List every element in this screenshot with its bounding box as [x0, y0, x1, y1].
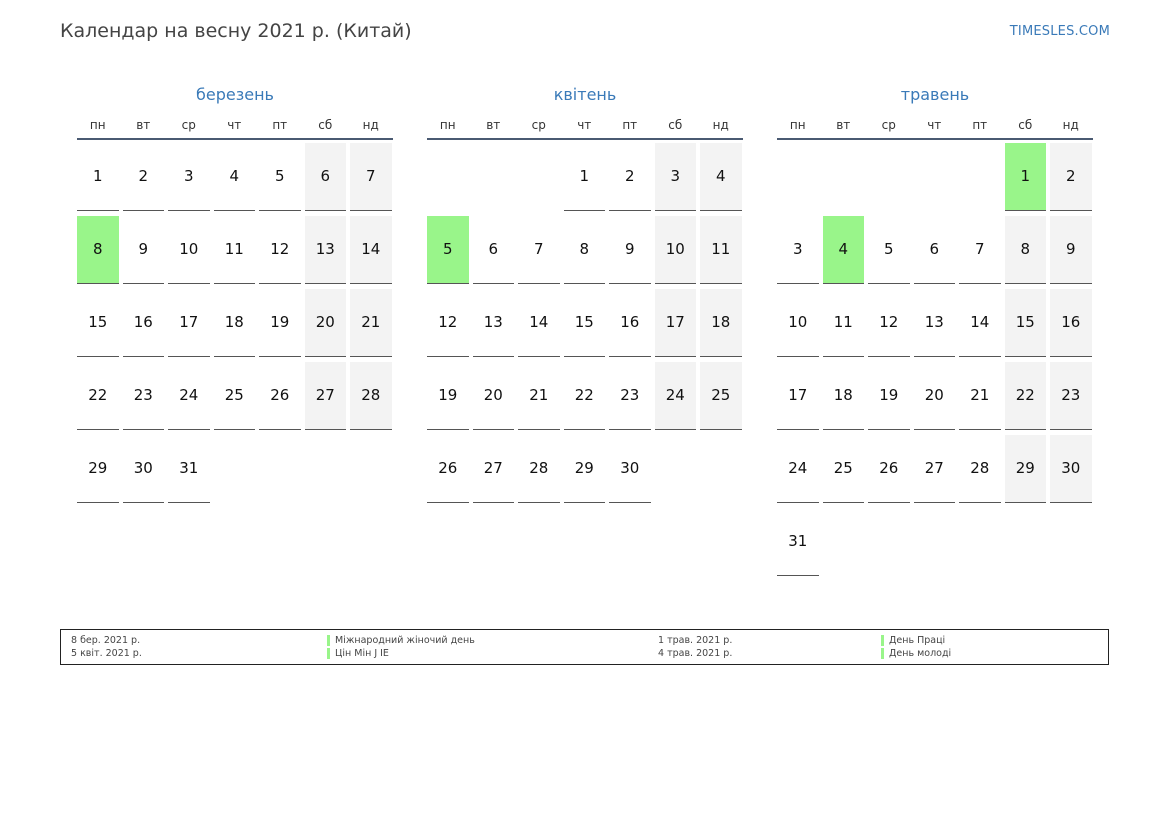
day-cell: 17: [655, 289, 697, 357]
day-cell: 19: [868, 362, 910, 430]
day-cell: 15: [77, 289, 119, 357]
day-cell: 15: [1005, 289, 1047, 357]
day-cell: 21: [350, 289, 392, 357]
day-cell: 29: [1005, 435, 1047, 503]
day-cell: 26: [427, 435, 469, 503]
weekday-label: пт: [622, 118, 638, 132]
empty-day-cell: [473, 143, 515, 210]
day-cell: 3: [655, 143, 697, 211]
holiday-day-cell: 8: [77, 216, 119, 284]
day-cell: 7: [959, 216, 1001, 284]
weekday-label: ср: [531, 118, 546, 132]
day-cell: 22: [77, 362, 119, 430]
month-may: [777, 84, 1093, 576]
weekday-label: вт: [136, 118, 151, 132]
day-cell: 26: [868, 435, 910, 503]
day-cell: 4: [700, 143, 742, 211]
day-cell: 3: [777, 216, 819, 284]
weekday-label: пн: [89, 118, 106, 132]
day-grid: [777, 143, 1093, 576]
day-cell: 23: [1050, 362, 1092, 430]
day-cell: 11: [214, 216, 256, 284]
day-cell: 30: [609, 435, 651, 503]
day-cell: 10: [777, 289, 819, 357]
day-cell: 2: [1050, 143, 1092, 211]
day-cell: 6: [305, 143, 347, 211]
day-cell: 3: [168, 143, 210, 211]
day-cell: 14: [959, 289, 1001, 357]
empty-day-cell: [777, 143, 819, 210]
legend-marker: [881, 648, 884, 659]
day-cell: 19: [427, 362, 469, 430]
day-cell: 22: [564, 362, 606, 430]
day-cell: 8: [564, 216, 606, 284]
day-cell: 8: [1005, 216, 1047, 284]
day-cell: 23: [609, 362, 651, 430]
day-cell: 27: [305, 362, 347, 430]
day-cell: 20: [914, 362, 956, 430]
legend-name: День Праці: [889, 635, 946, 646]
weekday-label: чт: [227, 118, 242, 132]
day-cell: 2: [609, 143, 651, 211]
weekday-header: [77, 116, 393, 140]
weekday-label: вт: [486, 118, 501, 132]
day-cell: 12: [868, 289, 910, 357]
weekday-label: пн: [789, 118, 806, 132]
day-cell: 20: [305, 289, 347, 357]
day-cell: 21: [959, 362, 1001, 430]
day-cell: 5: [259, 143, 301, 211]
day-cell: 7: [350, 143, 392, 211]
day-cell: 6: [473, 216, 515, 284]
holiday-day-cell: 5: [427, 216, 469, 284]
empty-day-cell: [959, 143, 1001, 210]
day-cell: 27: [473, 435, 515, 503]
legend-date: 5 квіт. 2021 р.: [71, 648, 142, 659]
day-cell: 20: [473, 362, 515, 430]
legend-date: 8 бер. 2021 р.: [71, 635, 141, 646]
day-cell: 13: [914, 289, 956, 357]
holiday-legend: [60, 629, 1109, 665]
day-cell: 2: [123, 143, 165, 211]
month-name: травень: [900, 85, 970, 104]
weekday-label: сб: [318, 118, 333, 132]
legend-name: День молоді: [889, 648, 952, 659]
weekday-label: пн: [439, 118, 456, 132]
day-cell: 28: [959, 435, 1001, 503]
holiday-day-cell: 1: [1005, 143, 1047, 211]
weekday-label: чт: [927, 118, 942, 132]
day-cell: 9: [123, 216, 165, 284]
day-cell: 4: [214, 143, 256, 211]
day-cell: 11: [823, 289, 865, 357]
day-cell: 17: [777, 362, 819, 430]
day-cell: 9: [1050, 216, 1092, 284]
empty-day-cell: [823, 143, 865, 210]
day-cell: 25: [700, 362, 742, 430]
weekday-label: сб: [668, 118, 683, 132]
page-title: Календар на весну 2021 р. (Китай): [60, 20, 412, 42]
empty-day-cell: [914, 143, 956, 210]
day-cell: 18: [823, 362, 865, 430]
day-cell: 14: [350, 216, 392, 284]
day-cell: 1: [564, 143, 606, 211]
day-cell: 24: [168, 362, 210, 430]
empty-day-cell: [427, 143, 469, 210]
legend-marker: [327, 648, 330, 659]
weekday-header: [427, 116, 743, 140]
day-cell: 27: [914, 435, 956, 503]
day-cell: 13: [473, 289, 515, 357]
weekday-label: чт: [577, 118, 592, 132]
day-cell: 19: [259, 289, 301, 357]
day-cell: 14: [518, 289, 560, 357]
day-cell: 24: [655, 362, 697, 430]
weekday-label: сб: [1018, 118, 1033, 132]
day-cell: 11: [700, 216, 742, 284]
legend-date: 4 трав. 2021 р.: [658, 648, 733, 659]
day-cell: 25: [214, 362, 256, 430]
day-cell: 25: [823, 435, 865, 503]
day-cell: 10: [168, 216, 210, 284]
day-cell: 16: [609, 289, 651, 357]
month-april: [427, 84, 743, 503]
day-cell: 9: [609, 216, 651, 284]
empty-day-cell: [868, 143, 910, 210]
day-cell: 1: [77, 143, 119, 211]
weekday-label: ср: [181, 118, 196, 132]
legend-marker: [327, 635, 330, 646]
month-march: [77, 84, 393, 503]
day-cell: 24: [777, 435, 819, 503]
day-cell: 18: [700, 289, 742, 357]
day-cell: 12: [259, 216, 301, 284]
weekday-label: пт: [972, 118, 988, 132]
day-cell: 16: [1050, 289, 1092, 357]
day-cell: 29: [564, 435, 606, 503]
day-cell: 31: [777, 508, 819, 576]
day-cell: 16: [123, 289, 165, 357]
weekday-label: нд: [712, 118, 729, 132]
month-name: квітень: [553, 85, 617, 104]
site-link[interactable]: TIMESLES.COM: [1009, 24, 1110, 39]
legend-name: Міжнародний жіночий день: [335, 635, 475, 646]
weekday-label: ср: [881, 118, 896, 132]
day-cell: 28: [350, 362, 392, 430]
day-cell: 26: [259, 362, 301, 430]
day-cell: 13: [305, 216, 347, 284]
day-cell: 7: [518, 216, 560, 284]
day-cell: 15: [564, 289, 606, 357]
month-name: березень: [196, 85, 274, 104]
day-grid: [77, 143, 393, 503]
weekday-label: вт: [836, 118, 851, 132]
day-cell: 30: [1050, 435, 1092, 503]
weekday-label: нд: [362, 118, 379, 132]
day-cell: 10: [655, 216, 697, 284]
day-cell: 21: [518, 362, 560, 430]
day-cell: 28: [518, 435, 560, 503]
day-cell: 6: [914, 216, 956, 284]
day-cell: 12: [427, 289, 469, 357]
weekday-label: пт: [272, 118, 288, 132]
day-cell: 18: [214, 289, 256, 357]
day-cell: 29: [77, 435, 119, 503]
day-cell: 17: [168, 289, 210, 357]
empty-day-cell: [518, 143, 560, 210]
weekday-label: нд: [1062, 118, 1079, 132]
legend-date: 1 трав. 2021 р.: [658, 635, 733, 646]
day-cell: 23: [123, 362, 165, 430]
day-cell: 22: [1005, 362, 1047, 430]
legend-name: Цін Мін Ј IE: [335, 648, 389, 659]
holiday-day-cell: 4: [823, 216, 865, 284]
day-cell: 30: [123, 435, 165, 503]
day-cell: 31: [168, 435, 210, 503]
day-cell: 5: [868, 216, 910, 284]
day-grid: [427, 143, 743, 503]
weekday-header: [777, 116, 1093, 140]
legend-marker: [881, 635, 884, 646]
